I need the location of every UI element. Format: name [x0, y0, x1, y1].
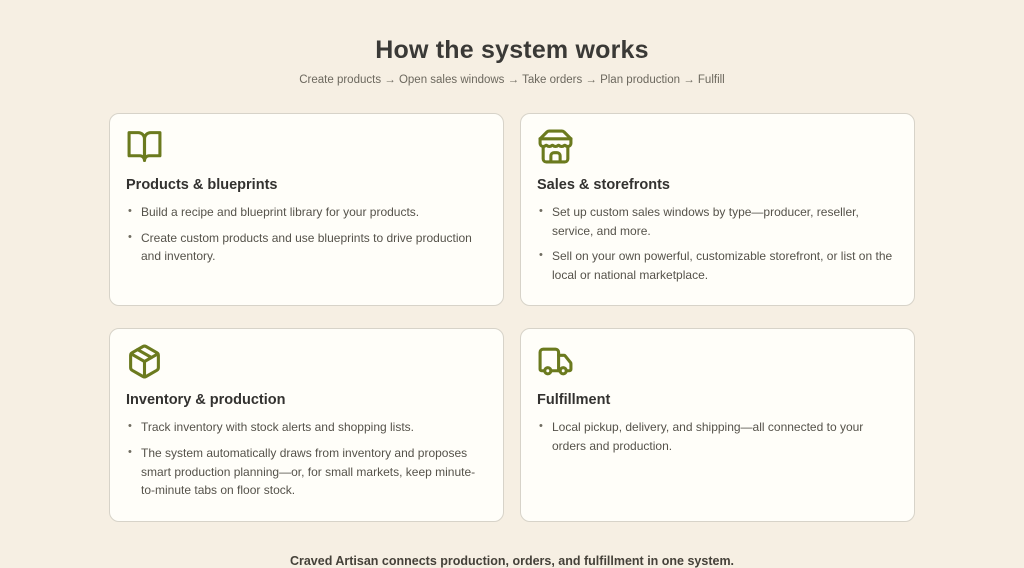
feature-card-grid	[109, 113, 915, 522]
card-inventory-production	[109, 328, 504, 521]
card-title: Fulfillment	[537, 392, 611, 409]
bullet-item: • Build a recipe and blueprint library for your products.	[126, 203, 484, 222]
bullet-item: • Create custom products and use blueprints to drive production and inventory.	[126, 229, 484, 266]
book-open-icon	[126, 128, 163, 165]
card-bullet-list	[126, 418, 484, 499]
page-title: How the system works	[375, 36, 649, 64]
bullet-item: • The system automatically draws from inventory and proposes smart production planning—or, for small markets, keep minute-to-minute tabs on floor stock.	[126, 444, 484, 500]
card-bullet-list	[537, 418, 895, 455]
workflow-subtitle: Create products → Open sales windows → Take orders → Plan production → Fulfill	[299, 74, 725, 86]
summary-statement: Craved Artisan connects production, orders, and fulfillment in one system.	[289, 553, 735, 568]
card-title: Products & blueprints	[126, 177, 278, 193]
storefront-icon	[537, 128, 574, 165]
package-icon	[126, 343, 163, 380]
card-bullet-list	[126, 203, 484, 266]
delivery-truck-icon	[537, 343, 574, 380]
card-bullet-list	[537, 203, 895, 284]
card-title: Inventory & production	[126, 392, 286, 409]
bullet-item: • Local pickup, delivery, and shipping—all connected to your orders and production.	[537, 418, 895, 455]
card-products-blueprints	[109, 113, 504, 306]
bullet-item: • Track inventory with stock alerts and shopping lists.	[126, 418, 484, 437]
card-sales-storefronts	[520, 113, 915, 306]
card-title: Sales & storefronts	[537, 177, 670, 193]
how-it-works-section	[109, 0, 915, 568]
bullet-item: • Sell on your own powerful, customizable storefront, or list on the local or national marketplace.	[537, 247, 895, 284]
card-fulfillment	[520, 328, 915, 521]
bullet-item: • Set up custom sales windows by type—producer, reseller, service, and more.	[537, 203, 895, 240]
